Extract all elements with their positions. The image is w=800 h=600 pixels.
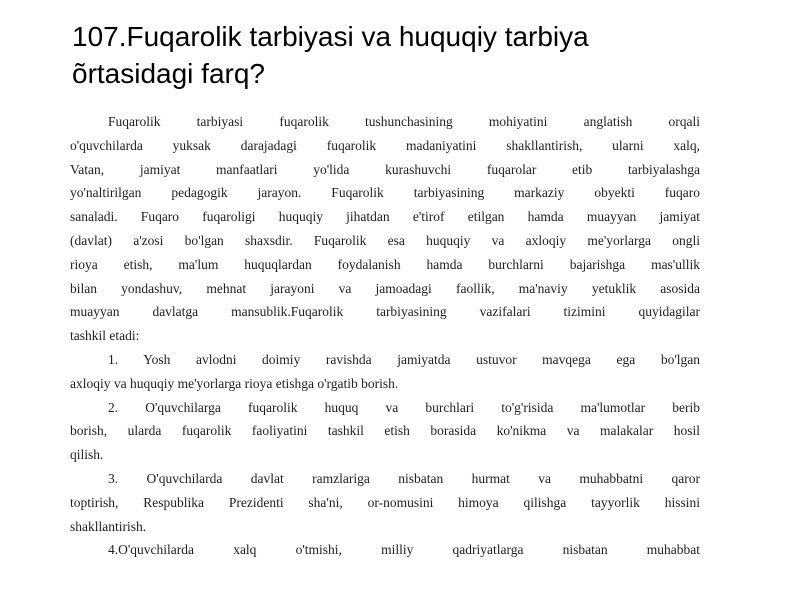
document-line: qilish. xyxy=(70,447,104,463)
document-line: tashkil etadi: xyxy=(70,328,140,344)
document-line: Vatan, jamiyat manfaatlari yo'lida kurashuvchi fuqarolar etib tarbiyalashga xyxy=(70,161,700,177)
slide-title-line-1: 107.Fuqarolik tarbiyasi va huquqiy tarbiya xyxy=(72,21,589,52)
document-line: borish, ularda fuqarolik faoliyatini tashkil etish borasida ko'nikma va malakalar hosil xyxy=(70,423,700,439)
document-line: toptirish, Respublika Prezidenti sha'ni, or-nomusini himoya qilishga tayyorlik hissini xyxy=(70,494,700,510)
document-scan-image xyxy=(70,110,700,580)
slide-title-line-2: õrtasidagi farq? xyxy=(72,58,266,89)
slide-title xyxy=(72,18,712,92)
document-line: 3. O'quvchilarda davlat ramzlariga nisbatan hurmat va muhabbatni qaror xyxy=(108,470,700,486)
document-line: muayyan davlatga mansublik.Fuqarolik tarbiyasining vazifalari tizimini quyidagilar xyxy=(70,304,700,320)
document-line: bilan yondashuv, mehnat jarayoni va jamoadagi faollik, ma'naviy yetuklik asosida xyxy=(70,280,700,296)
document-line: sanaladi. Fuqaro fuqaroligi huquqiy jihatdan e'tirof etilgan hamda muayyan jamiyat xyxy=(70,209,700,225)
document-line: shakllantirish. xyxy=(70,518,147,534)
document-line: yo'naltirilgan pedagogik jarayon. Fuqarolik tarbiyasining markaziy obyekti fuqaro xyxy=(70,185,700,201)
document-line: 2. O'quvchilarga fuqarolik huquq va burchlari to'g'risida ma'lumotlar berib xyxy=(108,399,700,415)
document-line: Fuqarolik tarbiyasi fuqarolik tushunchasining mohiyatini anglatish orqali xyxy=(108,114,700,129)
document-line: axloqiy va huquqiy me'yorlarga rioya etishga o'rgatib borish. xyxy=(70,375,399,391)
document-line: o'quvchilarda yuksak darajadagi fuqarolik madaniyatini shakllantirish, ularni xalq, xyxy=(70,137,700,153)
document-line: (davlat) a'zosi bo'lgan shaxsdir. Fuqarolik esa huquqiy va axloqiy me'yorlarga ongli xyxy=(70,232,700,248)
document-line: rioya etish, ma'lum huquqlardan foydalanish hamda burchlarni bajarishga mas'ullik xyxy=(70,256,700,272)
document-line: 4.O'quvchilarda xalq o'tmishi, milliy qadriyatlarga nisbatan muhabbat xyxy=(108,542,700,558)
document-line: 1. Yosh avlodni doimiy ravishda jamiyatda ustuvor mavqega ega bo'lgan xyxy=(108,351,700,367)
